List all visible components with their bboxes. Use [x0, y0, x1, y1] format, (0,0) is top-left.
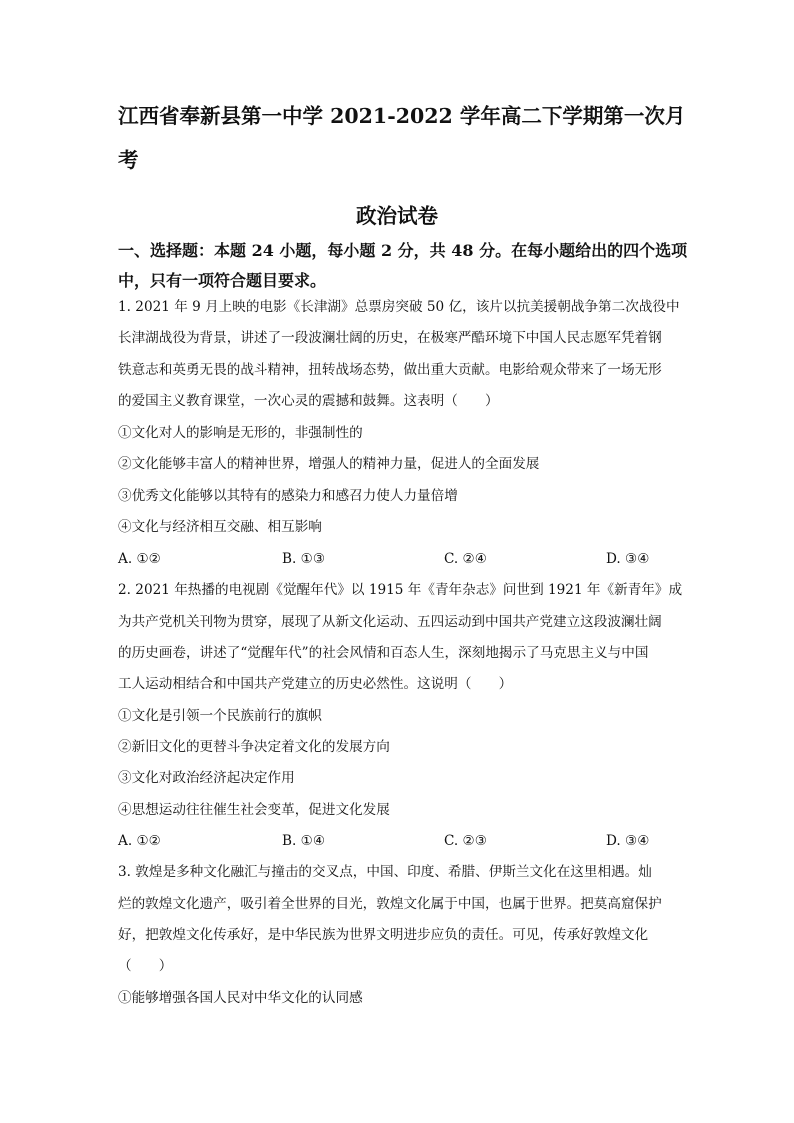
- q1-stem-line: 铁意志和英勇无畏的战斗精神，扭转战场态势，做出重大贡献。电影给观众带来了一场无形: [118, 362, 662, 378]
- q1-option-c: C. ②④: [444, 551, 487, 567]
- q2-stem-line: 工人运动相结合和中国共产党建立的历史必然性。这说明（ ）: [118, 676, 513, 692]
- section-heading-line2: 中，只有一项符合题目要求。: [118, 271, 327, 290]
- q1-stem-line: 1. 2021 年 9 月上映的电影《长津湖》总票房突破 50 亿，该片以抗美援朝战争第二次战役中: [118, 299, 680, 315]
- q2-statement: ②新旧文化的更替斗争决定着文化的发展方向: [118, 739, 390, 755]
- q1-statement: ①文化对人的影响是无形的，非强制性的: [118, 425, 363, 441]
- q1-stem-line: 的爱国主义教育课堂，一次心灵的震撼和鼓舞。这表明（ ）: [118, 393, 499, 409]
- q2-stem-line: 2. 2021 年热播的电视剧《觉醒年代》以 1915 年《青年杂志》问世到 1921 年《新青年》成: [118, 582, 683, 598]
- q3-stem-line: 好，把敦煌文化传承好，是中华民族为世界文明进步应负的责任。可见，传承好敦煌文化: [118, 927, 649, 943]
- q2-statement: ④思想运动往往催生社会变革，促进文化发展: [118, 802, 390, 818]
- q3-stem-line: 3. 敦煌是多种文化融汇与撞击的交叉点，中国、印度、希腊、伊斯兰文化在这里相遇。灿: [118, 864, 652, 880]
- q1-statement: ③优秀文化能够以其特有的感染力和感召力使人力量倍增: [118, 488, 458, 504]
- exam-title-line2: 考: [118, 148, 139, 172]
- q1-stem-line: 长津湖战役为背景，讲述了一段波澜壮阔的历史，在极寒严酷环境下中国人民志愿军凭着钢: [118, 330, 662, 346]
- q2-option-d: D. ③④: [606, 833, 650, 849]
- q3-statement: ①能够增强各国人民对中华文化的认同感: [118, 990, 363, 1006]
- q1-option-d: D. ③④: [606, 551, 650, 567]
- q3-stem-line: （ ）: [118, 958, 173, 974]
- q1-option-b: B. ①③: [282, 551, 326, 567]
- q2-stem-line: 的历史画卷，讲述了“觉醒年代”的社会风情和百态人生，深刻地揭示了马克思主义与中国: [118, 645, 649, 661]
- q2-statement: ③文化对政治经济起决定作用: [118, 770, 295, 786]
- q2-stem-line: 为共产党机关刊物为贯穿，展现了从新文化运动、五四运动到中国共产党建立这段波澜壮阔: [118, 614, 662, 630]
- q1-option-a: A. ①②: [118, 551, 161, 567]
- exam-title-line1: 江西省奉新县第一中学 2021-2022 学年高二下学期第一次月: [118, 104, 686, 128]
- exam-subject: 政治试卷: [356, 204, 438, 228]
- q1-statement: ④文化与经济相互交融、相互影响: [118, 519, 322, 535]
- section-heading-line1: 一、选择题：本题 24 小题，每小题 2 分，共 48 分。在每小题给出的四个选项: [118, 241, 688, 260]
- q1-statement: ②文化能够丰富人的精神世界，增强人的精神力量，促进人的全面发展: [118, 456, 540, 472]
- q2-option-c: C. ②③: [444, 833, 487, 849]
- q3-stem-line: 烂的敦煌文化遗产，吸引着全世界的目光，敦煌文化属于中国，也属于世界。把莫高窟保护: [118, 896, 662, 912]
- q2-option-a: A. ①②: [118, 833, 161, 849]
- q2-statement: ①文化是引领一个民族前行的旗帜: [118, 708, 322, 724]
- q2-option-b: B. ①④: [282, 833, 326, 849]
